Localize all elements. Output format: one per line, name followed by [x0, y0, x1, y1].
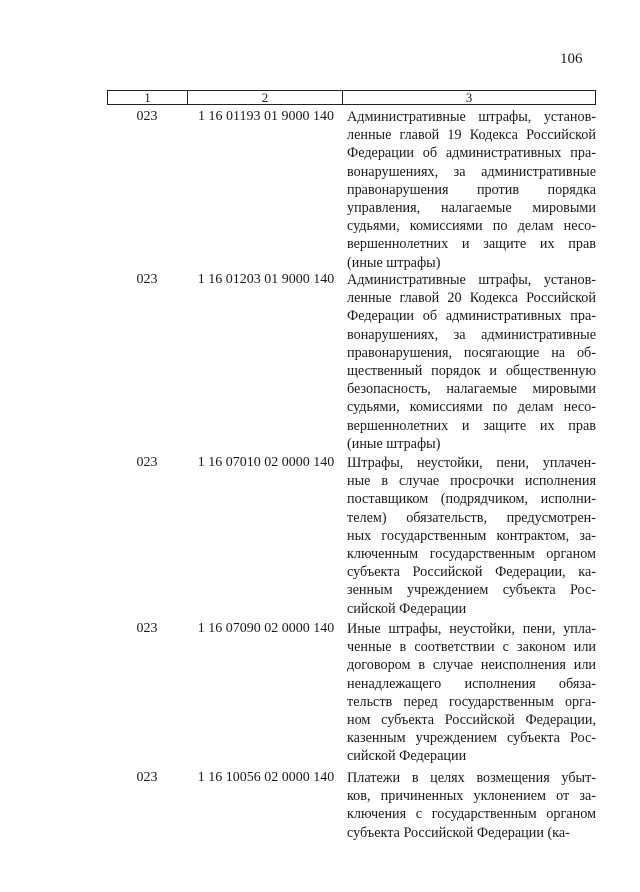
description-line: сийской Федерации	[347, 600, 467, 617]
description-line: ленные главой 19 Кодекса Российской	[347, 127, 596, 144]
header-col-3: 3	[465, 90, 473, 105]
description-line: ненадлежащего исполнения обяза-	[347, 675, 596, 692]
description-line: поставщиком (подрядчиком, исполни-	[347, 491, 596, 508]
revenue-description	[347, 108, 596, 272]
admin-code: 023	[136, 272, 158, 287]
admin-code: 023	[136, 455, 158, 470]
description-line: безопасность, налагаемые мировыми	[347, 381, 596, 398]
table-header	[107, 90, 596, 105]
description-line: щественный порядок и общественную	[347, 362, 596, 379]
description-line: зенным учреждением субъекта Рос-	[347, 582, 596, 599]
description-line: казенным учреждением субъекта Рос-	[347, 730, 596, 747]
description-line: ных государственным контрактом, за-	[347, 527, 596, 544]
description-line: Административные штрафы, установ-	[347, 109, 596, 125]
description-line: правонарушения, посягающие на об-	[347, 344, 596, 361]
revenue-description	[347, 769, 596, 842]
admin-code: 023	[136, 109, 158, 124]
page-number: 106	[560, 51, 583, 67]
budget-classification-code: 1 16 01203 01 9000 140	[197, 272, 335, 287]
description-line: Административные штрафы, установ-	[347, 272, 596, 288]
description-line: субъекта Российской Федерации (ка-	[347, 824, 570, 841]
budget-classification-code: 1 16 10056 02 0000 140	[197, 770, 335, 785]
description-line: судьями, комиссиями по делам несо-	[347, 399, 596, 416]
description-line: ков, причиненных уклонением от за-	[347, 788, 596, 805]
description-line: Штрафы, неустойки, пени, уплачен-	[347, 455, 596, 471]
description-line: Иные штрафы, неустойки, пени, упла-	[347, 621, 596, 637]
budget-classification-code: 1 16 07010 02 0000 140	[197, 455, 335, 470]
description-line: ленные главой 20 Кодекса Российской	[347, 290, 596, 307]
budget-classification-code: 1 16 07090 02 0000 140	[197, 621, 335, 636]
revenue-description	[347, 271, 596, 453]
description-line: Федерации об административных пра-	[347, 145, 596, 162]
budget-classification-code: 1 16 01193 01 9000 140	[198, 109, 334, 124]
description-line: телем) обязательств, предусмотрен-	[347, 509, 596, 526]
description-line: ключенным государственным органом	[347, 545, 596, 562]
description-line: Федерации об административных пра-	[347, 308, 596, 325]
description-line: судьями, комиссиями по делам несо-	[347, 218, 596, 235]
admin-code: 023	[136, 770, 158, 785]
header-col-1: 1	[108, 91, 188, 104]
description-line: Платежи в целях возмещения убыт-	[347, 770, 596, 786]
admin-code: 023	[136, 621, 158, 636]
description-line: (иные штрафы)	[347, 435, 441, 452]
description-line: правонарушения против порядка	[347, 181, 596, 198]
description-line: ные в случае просрочки исполнения	[347, 473, 596, 490]
header-col-2: 2	[188, 91, 343, 104]
description-line: вонарушениях, за административные	[347, 163, 596, 180]
description-line: ченные в соответствии с законом или	[347, 639, 596, 656]
description-line: (иные штрафы)	[347, 254, 441, 271]
description-line: вершеннолетних и защите их прав	[347, 417, 596, 434]
description-line: вонарушениях, за административные	[347, 326, 596, 343]
description-line: договором в случае неисполнения или	[347, 657, 596, 674]
revenue-description	[347, 454, 596, 618]
description-line: управления, налагаемые мировыми	[347, 199, 596, 216]
description-line: тельств перед государственным орга-	[347, 693, 596, 710]
description-line: сийской Федерации	[347, 748, 467, 765]
revenue-description	[347, 620, 596, 766]
description-line: ключения с государственным органом	[347, 806, 596, 823]
description-line: субъекта Российской Федерации, ка-	[347, 564, 596, 581]
description-line: вершеннолетних и защите их прав	[347, 236, 596, 253]
description-line: ном субъекта Российской Федерации,	[347, 711, 596, 728]
